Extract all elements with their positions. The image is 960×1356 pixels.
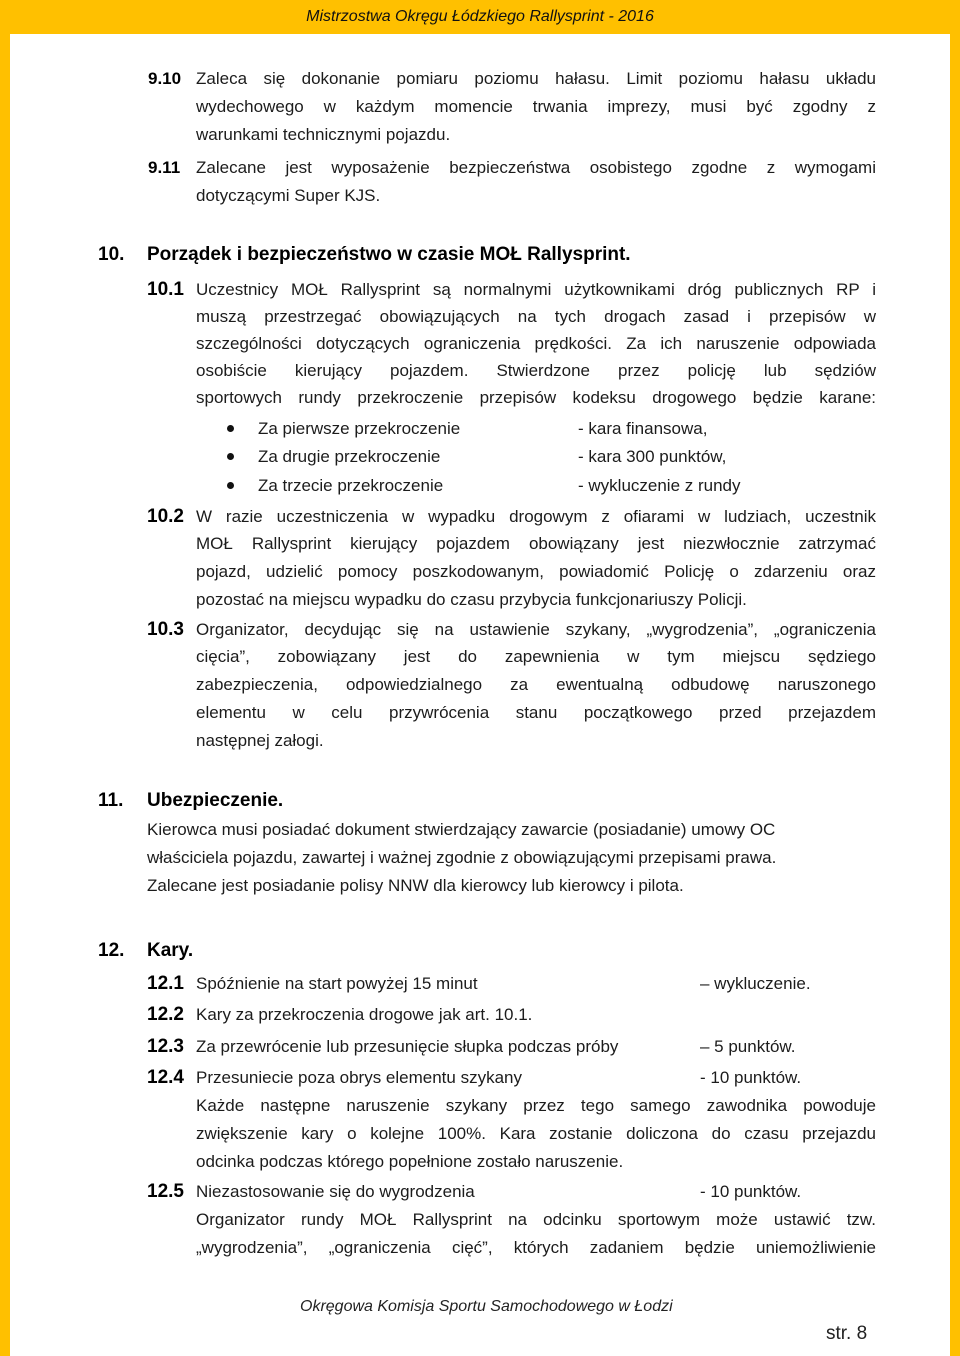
text-line: Zaleca się dokonanie pomiaru poziomu hałasu. Limit poziomu hałasu układu [196, 69, 876, 88]
list-item-value: - wykluczenie z rundy [578, 476, 741, 495]
section-10-1 [147, 279, 184, 301]
penalty-text: Spóźnienie na start powyżej 15 minut [196, 974, 478, 993]
text-line: cięcia”, zobowiązany jest do zapewnienia w tym miejscu sędziego [196, 647, 876, 666]
text-line: wydechowego w każdym momencie trwania imprezy, musi być zgodny z [196, 97, 876, 116]
text-line: Organizator, decydując się na ustawienie szykany, „wygrodzenia”, „ograniczenia [196, 620, 876, 639]
text-line: osobiście kierujący pojazdem. Stwierdzone przez policję lub sędziów [196, 361, 876, 380]
text-line: szczególności dotyczących ograniczenia prędkości. Za ich naruszenie odpowiada [196, 334, 876, 353]
section-number: 10.1 [147, 279, 184, 300]
heading-number: 11. [98, 790, 124, 811]
header-title: Mistrzostwa Okręgu Łódzkiego Rallysprint - 2016 [306, 8, 654, 25]
heading-10 [98, 244, 124, 266]
text-line: właściciela pojazdu, zawartej i ważnej zgodnie z obowiązującymi przepisami prawa. [147, 848, 777, 867]
heading-title: Ubezpieczenie. [147, 790, 284, 811]
list-item-label: Za trzecie przekroczenie [258, 476, 444, 495]
list-item-label: Za drugie przekroczenie [258, 447, 441, 466]
bullet-icon [227, 425, 234, 432]
bullet-icon [227, 482, 234, 489]
heading-number: 10. [98, 244, 125, 265]
section-number: 10.2 [147, 506, 184, 527]
text-line: W razie uczestniczenia w wypadku drogowym z ofiarami w ludziach, uczestnik [196, 507, 876, 526]
text-line: Uczestnicy MOŁ Rallysprint są normalnymi użytkownikami dróg publicznych RP i [196, 280, 876, 299]
bullet-icon [227, 453, 234, 460]
section-9-11 [148, 157, 180, 179]
penalty-text: Przesuniecie poza obrys elementu szykany [196, 1068, 522, 1087]
heading-title: Kary. [147, 940, 194, 961]
text-line: pozostać na miejscu wypadku do czasu przybycia funkcjonariuszy Policji. [196, 590, 747, 609]
text-line: Organizator rundy MOŁ Rallysprint na odcinku sportowym może ustawić tzw. [196, 1210, 876, 1229]
penalty-number: 12.3 [147, 1036, 184, 1057]
text-line: MOŁ Rallysprint kierujący pojazdem obowiązany jest niezwłocznie zatrzymać [196, 534, 876, 553]
text-line: dotyczącymi Super KJS. [196, 186, 381, 205]
penalty-number: 12.2 [147, 1004, 184, 1025]
section-10-2 [147, 506, 184, 528]
text-line: odcinka podczas którego popełnione zostało naruszenie. [196, 1152, 624, 1171]
penalty-number: 12.4 [147, 1067, 184, 1088]
text-line: muszą przestrzegać obowiązujących na tych drogach zasad i przepisów w [196, 307, 876, 326]
list-item-value: - kara finansowa, [578, 419, 708, 438]
section-number: 9.10 [148, 69, 182, 88]
penalty-number: 12.5 [147, 1181, 184, 1202]
penalty-number: 12.1 [147, 973, 184, 994]
text-line: „wygrodzenia”, „ograniczenia cięć”, których zadaniem będzie uniemożliwienie [196, 1238, 876, 1257]
section-9-10 [148, 68, 181, 90]
text-line: Zalecane jest wyposażenie bezpieczeństwa osobistego zgodne z wymogami [196, 158, 876, 177]
heading-title: Porządek i bezpieczeństwo w czasie MOŁ Rallysprint. [147, 244, 631, 265]
penalty-text: Niezastosowanie się do wygrodzenia [196, 1182, 475, 1201]
heading-number: 12. [98, 940, 125, 961]
text-line: elementu w celu przywrócenia stanu początkowego przed przejazdem [196, 703, 876, 722]
text-line: zabezpieczenia, odpowiedzialnego za ewentualną odbudowę naruszonego [196, 675, 876, 694]
text-line: warunkami technicznymi pojazdu. [196, 125, 451, 144]
text-line: Każde następne naruszenie szykany przez tego samego zawodnika powoduje [196, 1096, 876, 1115]
text-line: sportowych rundy przekroczenie przepisów kodeksu drogowego będzie karane: [196, 388, 876, 407]
list-item-value: - kara 300 punktów, [578, 447, 727, 466]
penalty-text: Kary za przekroczenia drogowe jak art. 10.1. [196, 1005, 533, 1024]
penalty-value: – 5 punktów. [700, 1037, 796, 1056]
penalty-value: - 10 punktów. [700, 1068, 802, 1087]
page-number: str. 8 [826, 1323, 868, 1344]
text-line: pojazd, udzielić pomocy poszkodowanym, powiadomić Policję o zdarzeniu oraz [196, 562, 876, 581]
text-line: zwiększenie kary o kolejne 100%. Kara zostanie doliczona do czasu przejazdu [196, 1124, 876, 1143]
text-line: Kierowca musi posiadać dokument stwierdzający zawarcie (posiadanie) umowy OC [147, 820, 776, 839]
penalty-value: - 10 punktów. [700, 1182, 802, 1201]
footer-text: Okręgowa Komisja Sportu Samochodowego w Łodzi [300, 1298, 673, 1315]
penalty-value: – wykluczenie. [700, 974, 811, 993]
heading-11 [98, 790, 123, 812]
text-line: Zalecane jest posiadanie polisy NNW dla kierowcy lub kierowcy i pilota. [147, 876, 684, 895]
list-item-label: Za pierwsze przekroczenie [258, 419, 461, 438]
text-line: następnej załogi. [196, 731, 324, 750]
penalty-text: Za przewrócenie lub przesunięcie słupka podczas próby [196, 1037, 619, 1056]
section-number: 9.11 [148, 158, 181, 177]
section-10-3 [147, 619, 184, 641]
heading-12 [98, 940, 124, 962]
section-number: 10.3 [147, 619, 184, 640]
